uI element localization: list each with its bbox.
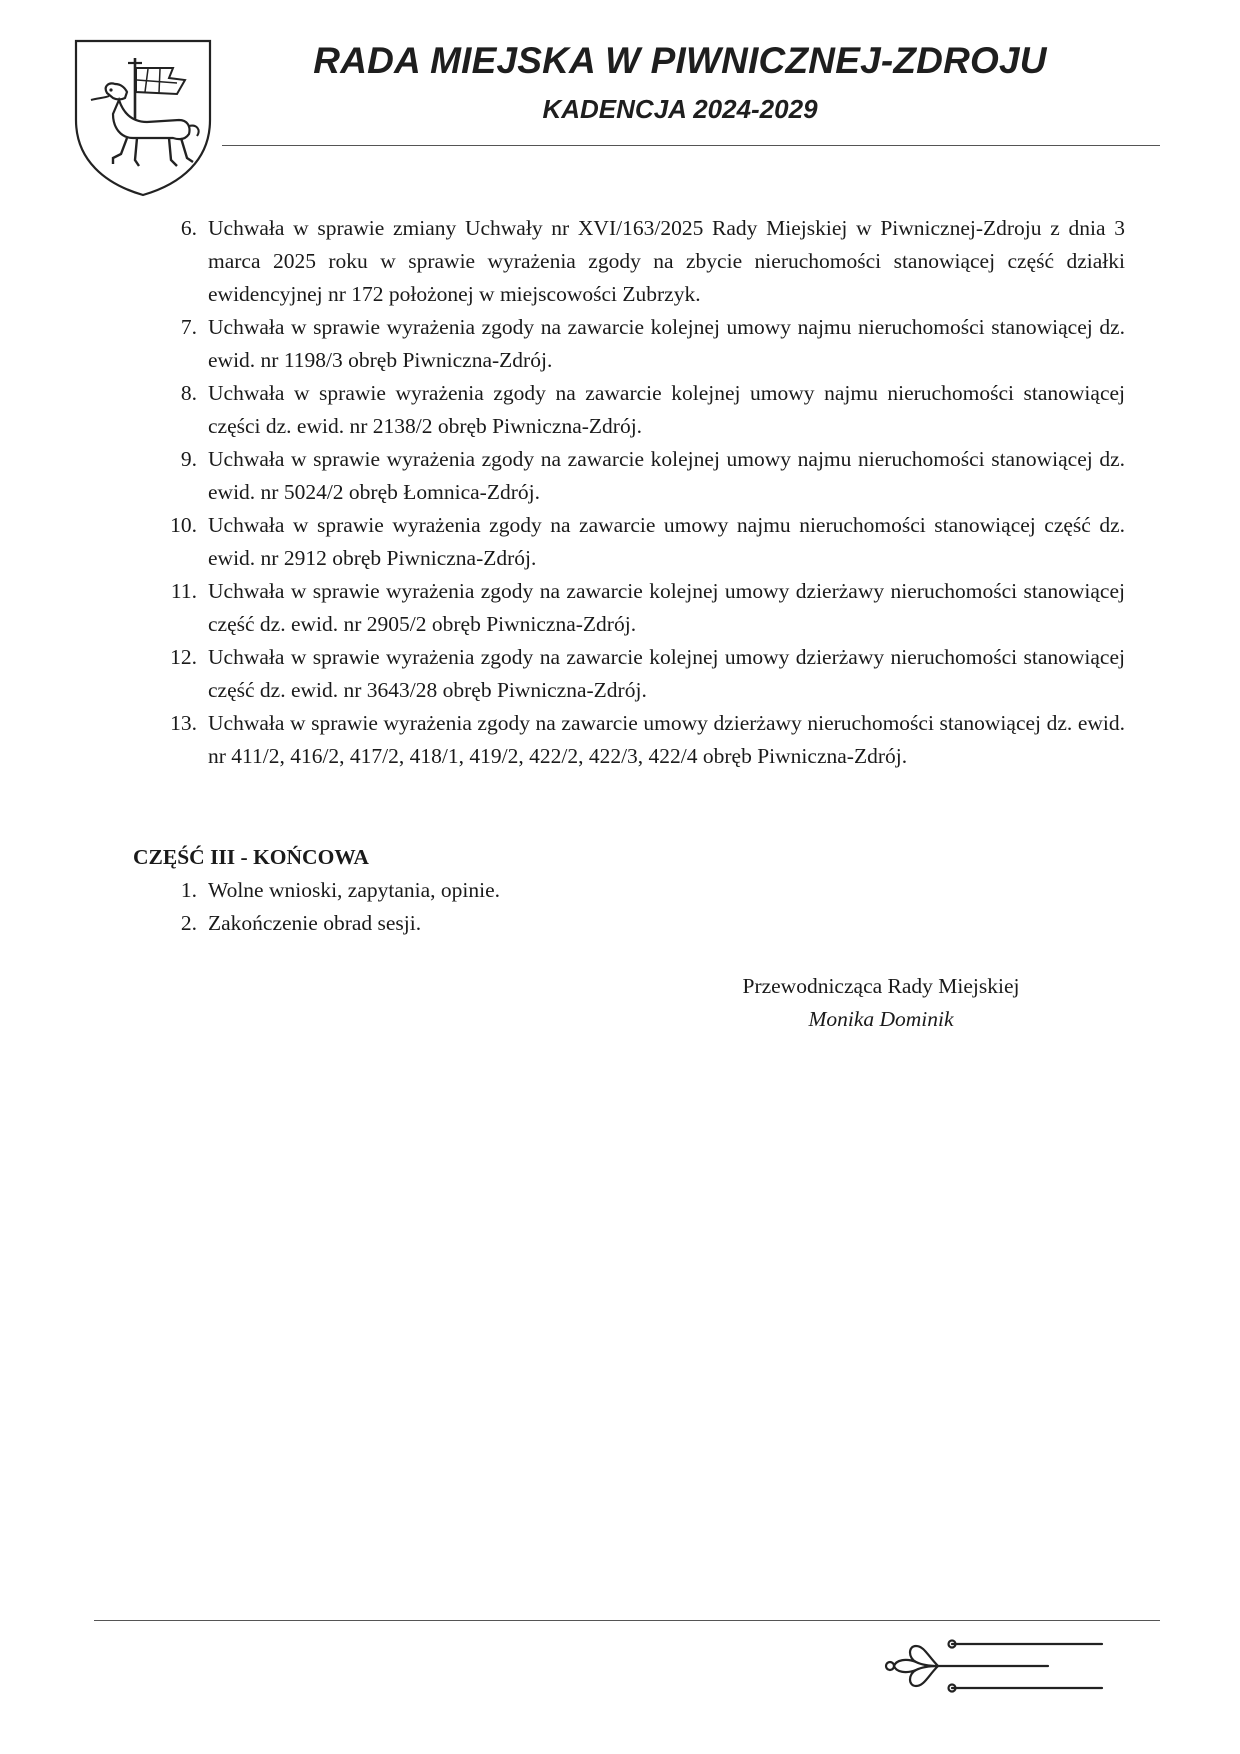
item-text: Uchwała w sprawie wyrażenia zgody na zawarcie kolejnej umowy najmu nieruchomości stanowiącej części dz. ewid. nr 2138/2 obręb Piwniczna-Zdrój. [208,381,1125,438]
list-item [133,311,1125,377]
item-number: 10. [170,513,197,537]
item-number: 8. [180,381,197,405]
list-item [133,907,1125,940]
item-text: Uchwała w sprawie wyrażenia zgody na zawarcie umowy dzierżawy nieruchomości stanowiącej dz. ewid. nr 411/2, 416/2, 417/2, 418/1, 419/2, 422/2, 422/3, 422/4 obręb Piwniczna-Zdrój. [208,711,1125,768]
header-divider [222,145,1160,146]
list-item [133,377,1125,443]
section-final [133,841,1125,940]
item-text: Zakończenie obrad sesji. [208,911,422,935]
section-title: CZĘŚĆ III - KOŃCOWA [133,845,369,869]
item-number: 9. [180,447,197,471]
list-item [133,212,1125,311]
term-subtitle: KADENCJA 2024-2029 [542,94,818,124]
list-item [133,707,1125,773]
item-number: 7. [180,315,197,339]
list-item [133,443,1125,509]
item-text: Uchwała w sprawie wyrażenia zgody na zawarcie umowy najmu nieruchomości stanowiącej część dz. ewid. nr 2912 obręb Piwniczna-Zdrój. [208,513,1125,570]
item-text: Uchwała w sprawie wyrażenia zgody na zawarcie kolejnej umowy dzierżawy nieruchomości stanowiącej część dz. ewid. nr 3643/28 obręb Piwniczna-Zdrój. [208,645,1125,702]
signature-block [718,970,1044,1036]
item-text: Uchwała w sprawie wyrażenia zgody na zawarcie kolejnej umowy najmu nieruchomości stanowiącej dz. ewid. nr 1198/3 obręb Piwniczna-Zdrój. [208,315,1125,372]
item-number: 2. [180,911,197,935]
item-number: 13. [170,711,197,735]
item-text: Uchwała w sprawie wyrażenia zgody na zawarcie kolejnej umowy dzierżawy nieruchomości stanowiącej część dz. ewid. nr 2905/2 obręb Piwniczna-Zdrój. [208,579,1125,636]
item-number: 11. [170,579,197,603]
list-item [133,874,1125,907]
item-number: 12. [170,645,197,669]
item-text: Uchwała w sprawie wyrażenia zgody na zawarcie kolejnej umowy najmu nieruchomości stanowiącej dz. ewid. nr 5024/2 obręb Łomnica-Zdrój. [208,447,1125,504]
item-number: 1. [180,878,197,902]
item-text: Wolne wnioski, zapytania, opinie. [208,878,501,902]
item-number: 6. [180,216,197,240]
signatory-name: Monika Dominik [808,1007,954,1031]
coat-of-arms-lamb-icon [73,38,213,198]
resolutions-list [133,212,1125,773]
list-item [133,641,1125,707]
council-title: RADA MIEJSKA W PIWNICZNEJ-ZDROJU [313,40,1047,81]
list-item [133,509,1125,575]
decorative-flourish-icon [880,1632,1120,1702]
list-item [133,575,1125,641]
item-text: Uchwała w sprawie zmiany Uchwały nr XVI/163/2025 Rady Miejskiej w Piwnicznej-Zdroju z dnia 3 marca 2025 roku w sprawie wyrażenia zgody na zbycie nieruchomości stanowiącej część działki ewidencyjnej nr 172 położonej w miejscowości Zubrzyk. [208,216,1125,306]
footer-divider [94,1620,1160,1621]
signatory-role: Przewodnicząca Rady Miejskiej [742,974,1020,998]
